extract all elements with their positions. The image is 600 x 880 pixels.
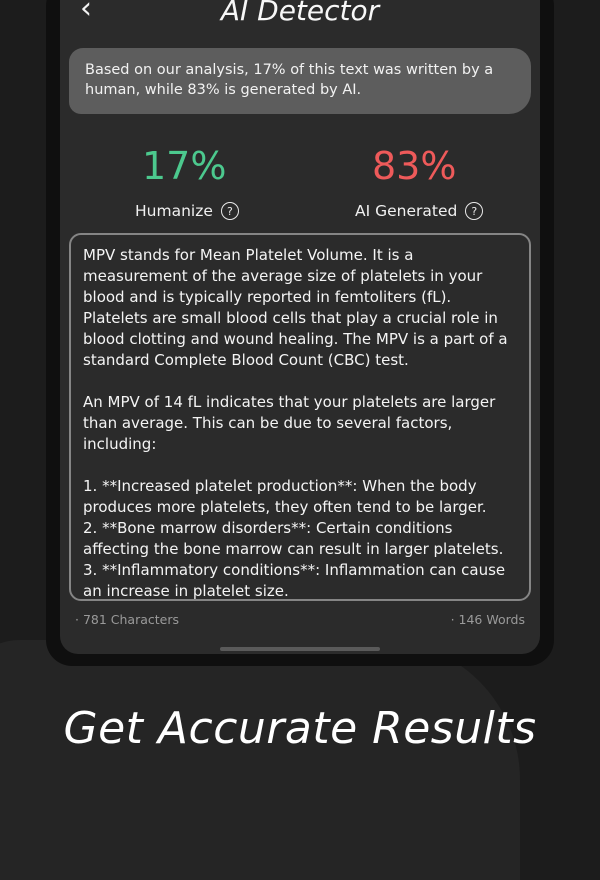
help-icon[interactable]: ?: [465, 202, 483, 220]
ai-percentage: 83%: [372, 144, 457, 188]
character-count: · 781 Characters: [75, 612, 180, 627]
humanize-label-group: [135, 202, 239, 220]
ai-generated-label-group: [355, 202, 483, 220]
analyzed-text-box[interactable]: MPV stands for Mean Platelet Volume. It is a measurement of the average size of platelets in your blood and is typically reported in femtoliters (fL). Platelets are small blood cells that play a crucial role in blood clotting and wound healing. The MPV is a part of a standard Complete Blood Count (CBC) test. An MPV of 14 fL indicates that your platelets are larger than average. This can be due to several factors, including: 1. **Increased platelet production**: When the body produces more platelets, they often tend to be larger. 2. **Bone marrow disorders**: Certain conditions affecting the bone marrow can result in larger platelets. 3. **Inflammatory conditions**: Inflammation can cause an increase in platelet size.: [69, 233, 531, 601]
promo-headline: Get Accurate Results: [63, 703, 537, 754]
word-count: · 146 Words: [450, 612, 525, 627]
humanize-label: Humanize: [135, 202, 213, 220]
page-title: AI Detector: [220, 0, 380, 27]
ai-generated-label: AI Generated: [355, 202, 458, 220]
help-icon[interactable]: ?: [221, 202, 239, 220]
analysis-summary: Based on our analysis, 17% of this text was written by a human, while 83% is generated by AI.: [69, 48, 531, 114]
background-shape: [0, 640, 520, 880]
human-percentage: 17%: [142, 144, 227, 188]
home-indicator: [220, 647, 380, 651]
back-button[interactable]: [80, 0, 106, 24]
chevron-left-icon: ‹: [80, 0, 92, 26]
